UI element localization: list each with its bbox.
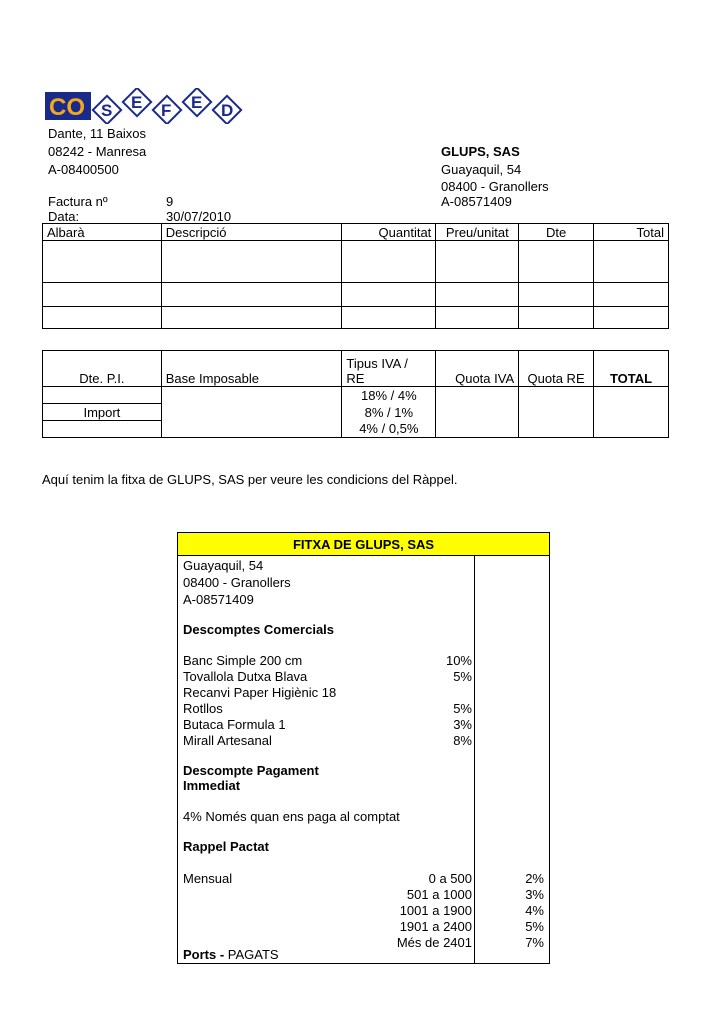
summary-tipus-2: RE xyxy=(346,371,365,386)
col-header-descripcio: Descripció xyxy=(161,224,342,241)
discount-pct: 5% xyxy=(453,669,472,684)
card-payment-title-2: Immediat xyxy=(183,778,241,793)
summary-import: Import xyxy=(43,404,162,421)
discount-pct: 3% xyxy=(453,717,472,732)
svg-text:S: S xyxy=(101,101,113,120)
discount-item: Recanvi Paper Higiènic 18 xyxy=(183,685,337,700)
col-header-preu: Preu/unitat xyxy=(436,224,519,241)
rappel-pct: 2% xyxy=(525,871,544,886)
card-ports-value: PAGATS xyxy=(227,947,279,962)
col-header-dte: Dte xyxy=(519,224,594,241)
rappel-range: 1901 a 2400 xyxy=(399,919,472,934)
note-text: Aquí tenim la fitxa de GLUPS, SAS per veure les condicions del Ràppel. xyxy=(42,472,458,487)
client-card xyxy=(177,532,550,964)
client-nif: A-08571409 xyxy=(441,194,512,209)
card-rappel-label: Mensual xyxy=(183,871,233,886)
company-logo xyxy=(45,88,245,124)
invoice-date-label: Data: xyxy=(48,209,80,224)
invoice-lines-table xyxy=(42,223,669,329)
card-payment-title-1: Descompte Pagament xyxy=(183,763,319,778)
discount-item: Rotllos xyxy=(183,701,223,716)
summary-quota-re: Quota RE xyxy=(519,351,594,387)
rappel-range: 1001 a 1900 xyxy=(399,903,472,918)
svg-text:D: D xyxy=(221,101,234,120)
client-city: 08400 - Granollers xyxy=(441,179,549,194)
invoice-date: 30/07/2010 xyxy=(166,209,232,224)
rappel-pct: 3% xyxy=(525,887,544,902)
svg-text:E: E xyxy=(131,93,143,112)
summary-rate-1: 18% / 4% xyxy=(342,387,436,404)
svg-text:F: F xyxy=(161,101,172,120)
card-nif: A-08571409 xyxy=(183,592,254,607)
client-address: Guayaquil, 54 xyxy=(441,162,522,177)
card-rappel-title: Rappel Pactat xyxy=(183,839,269,854)
rappel-range: Més de 2401 xyxy=(396,935,472,950)
discount-item: Mirall Artesanal xyxy=(183,733,272,748)
card-ports-label: Ports - xyxy=(183,947,225,962)
discount-item: Banc Simple 200 cm xyxy=(183,653,303,668)
col-header-total: Total xyxy=(594,224,669,241)
client-name: GLUPS, SAS xyxy=(441,144,520,159)
svg-text:CO: CO xyxy=(49,94,85,121)
discount-item: Tovallola Dutxa Blava xyxy=(183,669,308,684)
col-header-albara: Albarà xyxy=(43,224,162,241)
summary-tipus-1: Tipus IVA / xyxy=(346,356,408,371)
card-title: FITXA DE GLUPS, SAS xyxy=(178,533,549,556)
card-payment-text: 4% Només quan ens paga al comptat xyxy=(183,809,400,824)
col-header-quantitat: Quantitat xyxy=(342,224,436,241)
svg-text:E: E xyxy=(191,93,203,112)
discount-pct: 10% xyxy=(445,653,472,668)
rappel-range: 501 a 1000 xyxy=(406,887,472,902)
card-discounts-title: Descomptes Comercials xyxy=(183,622,335,637)
invoice-number: 9 xyxy=(166,194,174,209)
card-city: 08400 - Granollers xyxy=(183,575,291,590)
summary-dte-pi: Dte. P.I. xyxy=(43,351,162,387)
rappel-pct: 7% xyxy=(525,935,544,950)
summary-rate-3: 4% / 0,5% xyxy=(342,421,436,438)
summary-quota-iva: Quota IVA xyxy=(436,351,519,387)
company-city: 08242 - Manresa xyxy=(48,144,147,159)
rappel-pct: 5% xyxy=(525,919,544,934)
summary-rate-2: 8% / 1% xyxy=(342,404,436,421)
card-address: Guayaquil, 54 xyxy=(183,558,264,573)
card-ports xyxy=(183,947,279,962)
invoice-summary-table xyxy=(42,350,669,438)
rappel-pct: 4% xyxy=(525,903,544,918)
discount-pct: 8% xyxy=(453,733,472,748)
discount-item: Butaca Formula 1 xyxy=(183,717,286,732)
discount-pct: 5% xyxy=(453,701,472,716)
company-address: Dante, 11 Baixos xyxy=(48,126,147,141)
rappel-range: 0 a 500 xyxy=(428,871,472,886)
summary-total: TOTAL xyxy=(594,351,669,387)
company-nif: A-08400500 xyxy=(48,162,119,177)
invoice-number-label: Factura nº xyxy=(48,194,108,209)
summary-base: Base Imposable xyxy=(161,351,342,387)
